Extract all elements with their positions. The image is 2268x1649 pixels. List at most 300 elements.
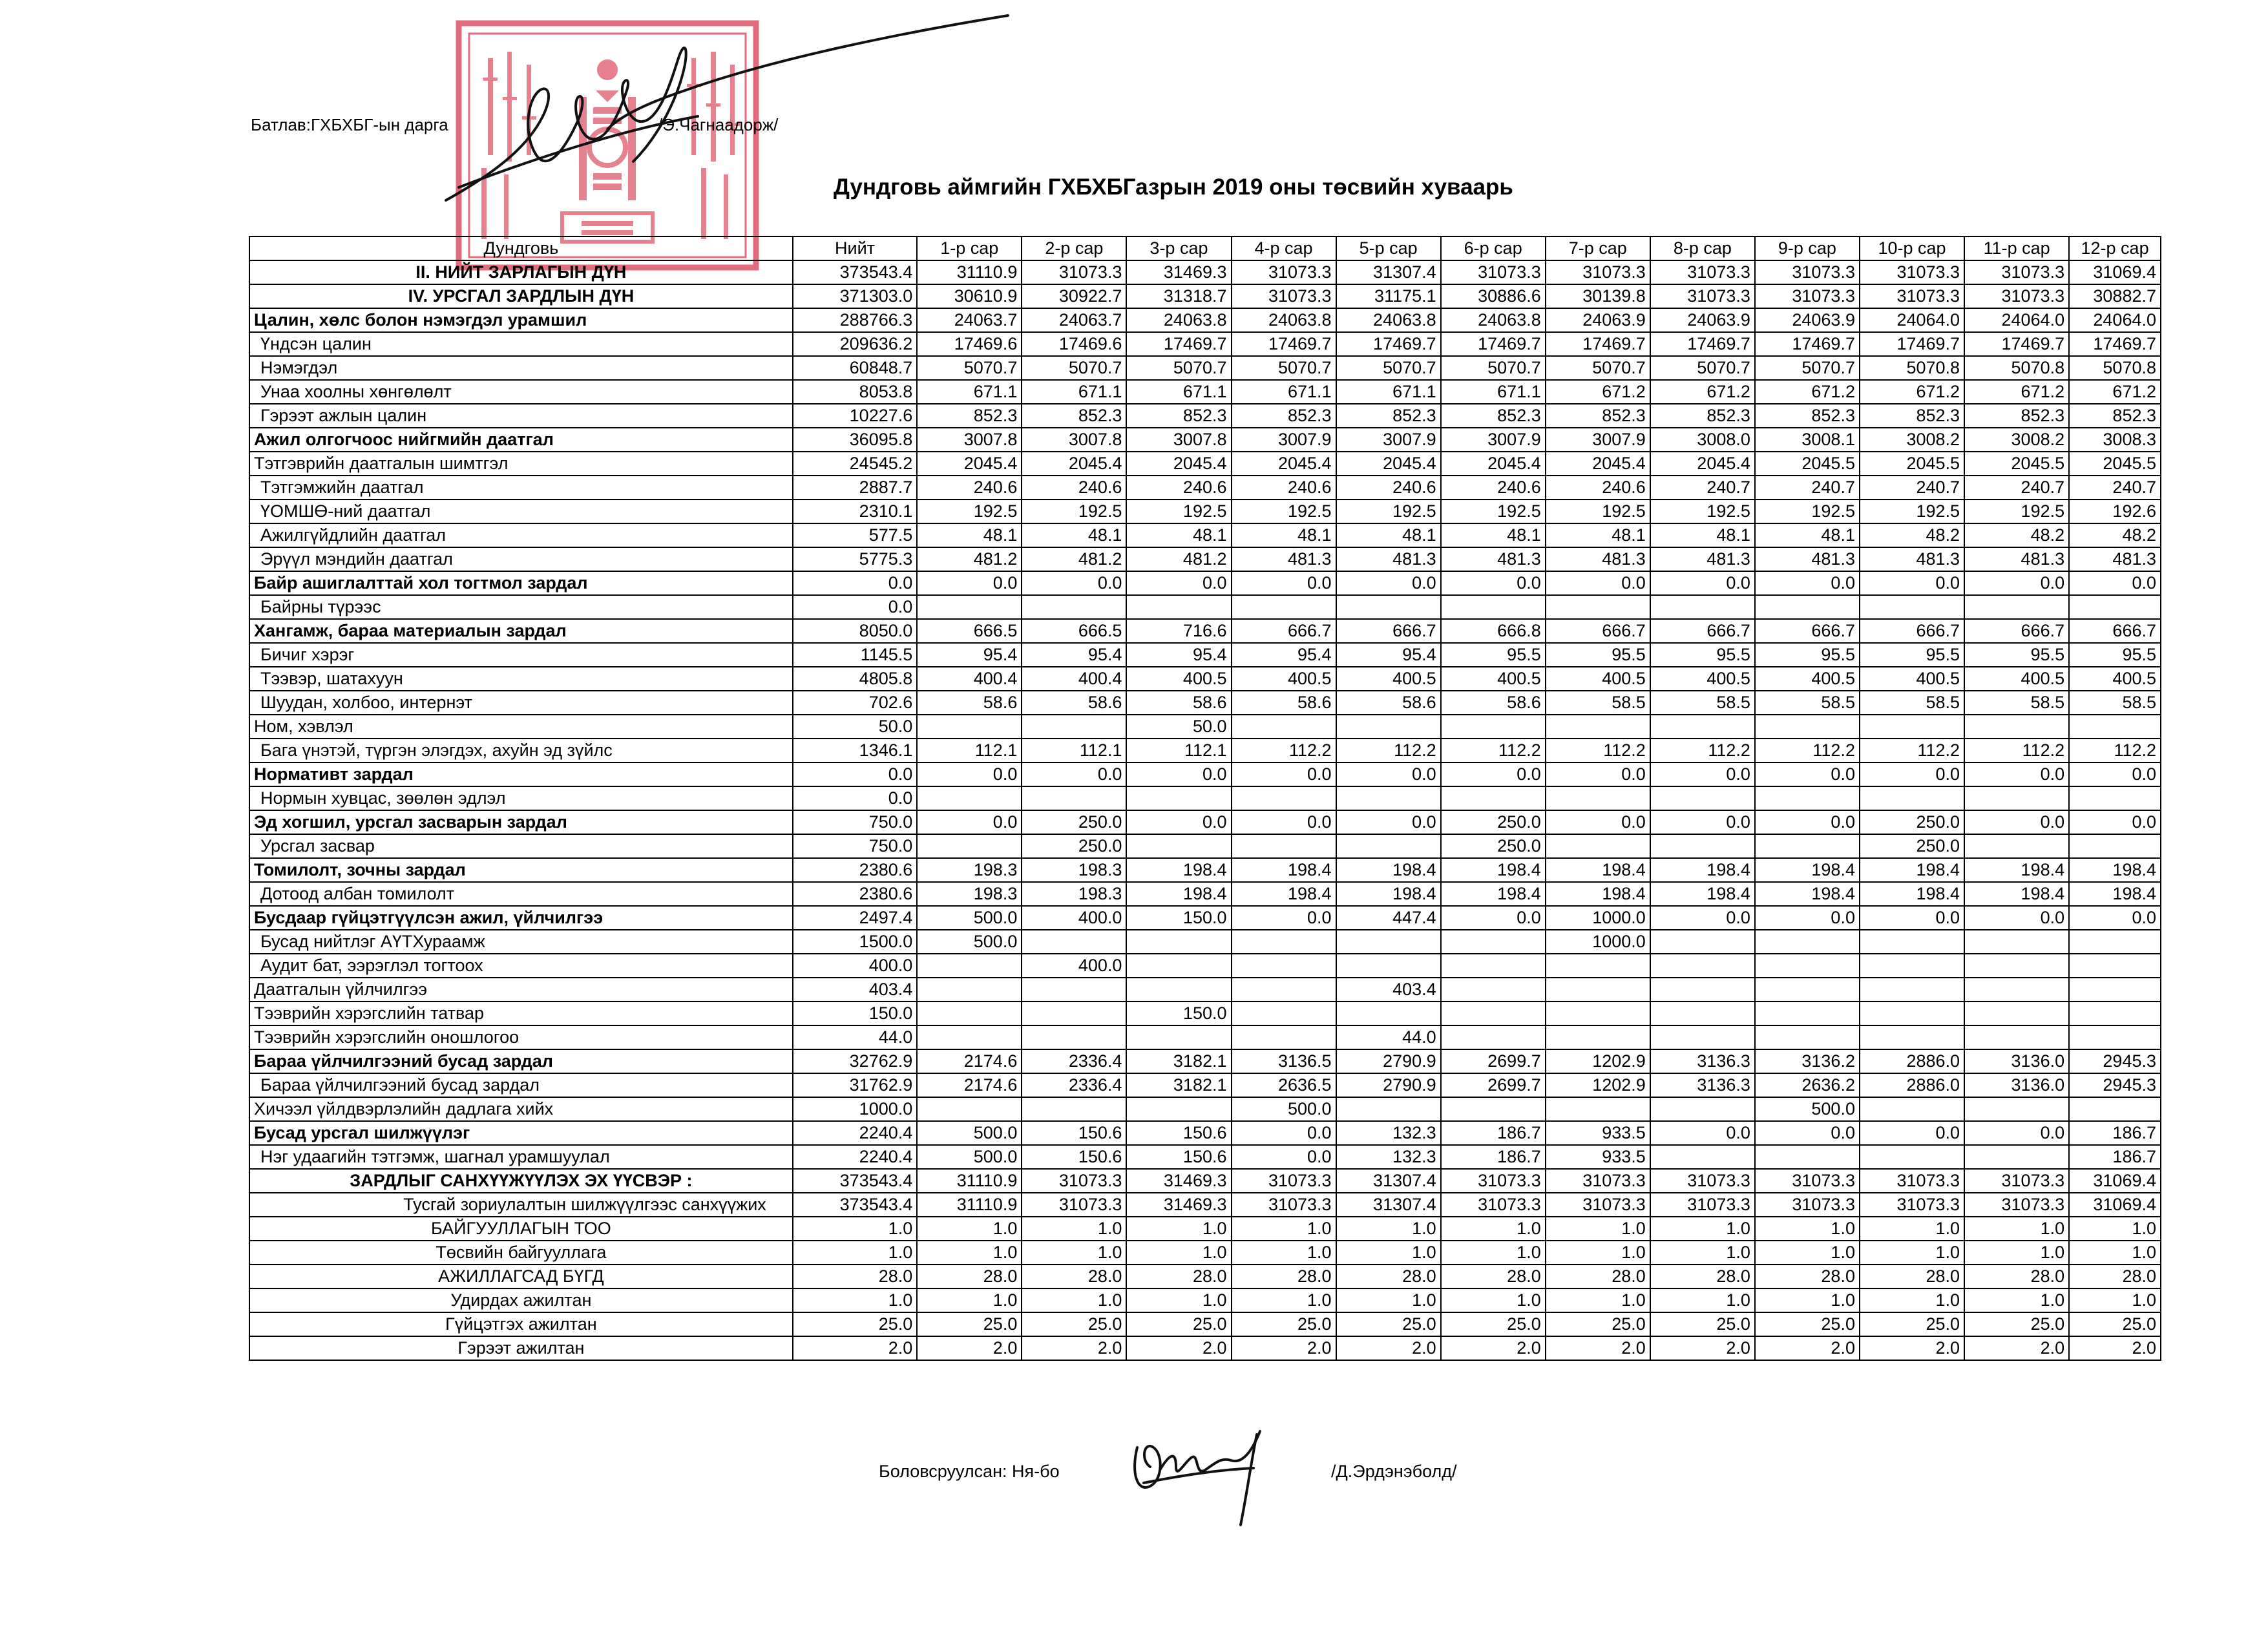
table-cell: 31073.3	[1650, 284, 1755, 308]
table-row	[249, 882, 2161, 906]
table-cell: 2045.4	[1126, 452, 1231, 476]
table-cell: 0.0	[1755, 571, 1860, 595]
table-cell: 500.0	[917, 930, 1022, 954]
table-cell: 95.5	[1650, 643, 1755, 667]
table-cell: 3007.8	[917, 428, 1022, 452]
table-cell: 198.4	[1860, 858, 1964, 882]
row-label: Даатгалын үйлчилгээ	[249, 978, 793, 1002]
table-cell: 198.4	[2069, 858, 2161, 882]
table-cell: 1.0	[1232, 1288, 1336, 1312]
table-cell	[1964, 954, 2069, 978]
table-cell: 31073.3	[1860, 1193, 1964, 1217]
table-cell: 198.4	[1232, 882, 1336, 906]
table-cell: 2945.3	[2069, 1049, 2161, 1073]
table-cell: 17469.7	[1860, 332, 1964, 356]
table-cell	[1755, 834, 1860, 858]
table-cell: 25.0	[1336, 1312, 1441, 1336]
table-row	[249, 1217, 2161, 1241]
table-cell: 17469.7	[2069, 332, 2161, 356]
table-cell: 240.7	[1755, 476, 1860, 499]
table-cell: 31073.3	[1755, 284, 1860, 308]
table-cell	[1441, 1002, 1546, 1025]
table-cell: 2045.4	[1232, 452, 1336, 476]
table-cell: 3136.0	[1964, 1049, 2069, 1073]
table-cell: 0.0	[1022, 571, 1126, 595]
table-cell	[1546, 834, 1650, 858]
table-cell	[1755, 978, 1860, 1002]
table-cell: 0.0	[1022, 762, 1126, 786]
table-cell: 240.6	[917, 476, 1022, 499]
table-cell: 30882.7	[2069, 284, 2161, 308]
table-cell: 1.0	[1546, 1241, 1650, 1265]
row-label: Шуудан, холбоо, интернэт	[249, 691, 793, 715]
table-cell: 50.0	[1126, 715, 1231, 739]
table-cell: 5070.8	[1964, 356, 2069, 380]
row-label: Тээвэр, шатахуун	[249, 667, 793, 691]
table-cell	[1650, 715, 1755, 739]
table-cell: 0.0	[793, 762, 917, 786]
table-cell: 716.6	[1126, 619, 1231, 643]
table-cell	[917, 834, 1022, 858]
table-cell: 0.0	[1232, 762, 1336, 786]
table-cell: 2.0	[1232, 1336, 1336, 1360]
table-cell: 28.0	[1755, 1265, 1860, 1288]
table-cell: 198.4	[1650, 858, 1755, 882]
table-cell: 17469.7	[1232, 332, 1336, 356]
table-row	[249, 810, 2161, 834]
table-cell: 671.2	[1546, 380, 1650, 404]
table-cell: 0.0	[1860, 762, 1964, 786]
table-cell: 1000.0	[1546, 930, 1650, 954]
table-cell: 5070.7	[1441, 356, 1546, 380]
table-cell: 671.2	[1755, 380, 1860, 404]
table-cell: 400.5	[1860, 667, 1964, 691]
table-cell: 0.0	[1964, 1121, 2069, 1145]
table-cell: 2.0	[1964, 1336, 2069, 1360]
table-cell: 481.3	[1650, 547, 1755, 571]
table-cell: 933.5	[1546, 1121, 1650, 1145]
table-cell	[1022, 786, 1126, 810]
table-cell: 250.0	[1022, 834, 1126, 858]
table-cell: 671.1	[1232, 380, 1336, 404]
table-cell: 58.6	[1022, 691, 1126, 715]
table-row	[249, 1193, 2161, 1217]
table-cell: 150.0	[1126, 906, 1231, 930]
row-label: Нэг удаагийн тэтгэмж, шагнал урамшуулал	[249, 1145, 793, 1169]
table-cell	[1126, 978, 1231, 1002]
table-cell: 1.0	[1336, 1217, 1441, 1241]
table-cell: 192.5	[1964, 499, 2069, 523]
table-cell	[1441, 978, 1546, 1002]
table-cell	[1546, 978, 1650, 1002]
row-label: Бараа үйлчилгээний бусад зардал	[249, 1073, 793, 1097]
table-row	[249, 834, 2161, 858]
row-label: Тэтгэврийн даатгалын шимтгэл	[249, 452, 793, 476]
table-cell: 58.6	[1232, 691, 1336, 715]
table-cell	[1755, 715, 1860, 739]
table-cell: 58.6	[1441, 691, 1546, 715]
table-row	[249, 1145, 2161, 1169]
table-cell: 240.6	[1546, 476, 1650, 499]
table-cell: 933.5	[1546, 1145, 1650, 1169]
table-cell: 150.6	[1022, 1121, 1126, 1145]
table-cell	[1860, 954, 1964, 978]
table-cell: 852.3	[1336, 404, 1441, 428]
table-cell: 2.0	[1546, 1336, 1650, 1360]
table-cell: 500.0	[917, 1121, 1022, 1145]
table-cell: 112.1	[1126, 739, 1231, 762]
table-cell: 24063.7	[1022, 308, 1126, 332]
table-row	[249, 1049, 2161, 1073]
table-cell: 400.5	[1964, 667, 2069, 691]
table-cell: 250.0	[1441, 810, 1546, 834]
table-cell: 2.0	[1022, 1336, 1126, 1360]
table-cell: 250.0	[1860, 834, 1964, 858]
table-cell: 2045.4	[917, 452, 1022, 476]
table-cell: 481.2	[1022, 547, 1126, 571]
table-cell: 2790.9	[1336, 1073, 1441, 1097]
table-cell: 2.0	[1755, 1336, 1860, 1360]
table-cell: 666.7	[1546, 619, 1650, 643]
table-cell: 95.5	[1860, 643, 1964, 667]
table-row	[249, 667, 2161, 691]
table-cell: 666.5	[1022, 619, 1126, 643]
row-label: Гэрээт ажлын цалин	[249, 404, 793, 428]
table-cell: 240.7	[1650, 476, 1755, 499]
table-cell: 1.0	[917, 1217, 1022, 1241]
table-cell: 192.5	[1546, 499, 1650, 523]
table-cell: 240.7	[1964, 476, 2069, 499]
table-cell: 31073.3	[1022, 260, 1126, 284]
table-cell	[2069, 1025, 2161, 1049]
table-cell: 31307.4	[1336, 1169, 1441, 1193]
table-cell: 25.0	[793, 1312, 917, 1336]
table-cell	[1860, 786, 1964, 810]
budget-table	[249, 236, 2161, 1361]
table-cell: 28.0	[793, 1265, 917, 1288]
table-cell: 3007.9	[1441, 428, 1546, 452]
table-cell: 4805.8	[793, 667, 917, 691]
table-cell: 400.0	[1022, 906, 1126, 930]
table-cell: 0.0	[1232, 1121, 1336, 1145]
table-cell	[917, 1002, 1022, 1025]
table-cell: 671.1	[1022, 380, 1126, 404]
table-cell: 1.0	[1441, 1241, 1546, 1265]
table-cell: 240.7	[1860, 476, 1964, 499]
table-cell	[1860, 715, 1964, 739]
table-cell: 25.0	[2069, 1312, 2161, 1336]
table-cell: 28.0	[1650, 1265, 1755, 1288]
table-row	[249, 523, 2161, 547]
table-cell: 112.2	[1232, 739, 1336, 762]
table-cell	[2069, 1002, 2161, 1025]
column-header: 4-р сар	[1232, 236, 1336, 260]
table-cell: 1.0	[1964, 1288, 2069, 1312]
table-cell	[1755, 1145, 1860, 1169]
table-cell: 1.0	[1546, 1217, 1650, 1241]
table-cell: 31073.3	[1650, 1169, 1755, 1193]
column-header: 10-р сар	[1860, 236, 1964, 260]
table-cell: 24063.8	[1232, 308, 1336, 332]
table-cell	[1755, 595, 1860, 619]
table-cell: 24064.0	[1860, 308, 1964, 332]
table-cell: 32762.9	[793, 1049, 917, 1073]
table-cell	[1441, 930, 1546, 954]
table-cell: 240.6	[1336, 476, 1441, 499]
table-cell: 702.6	[793, 691, 917, 715]
table-cell: 150.0	[793, 1002, 917, 1025]
table-cell: 288766.3	[793, 308, 917, 332]
table-cell: 1.0	[917, 1288, 1022, 1312]
table-cell: 0.0	[1964, 571, 2069, 595]
table-cell: 481.3	[1964, 547, 2069, 571]
table-cell: 666.8	[1441, 619, 1546, 643]
table-cell: 1.0	[1022, 1241, 1126, 1265]
row-label: Гүйцэтгэх ажилтан	[249, 1312, 793, 1336]
table-cell: 31073.3	[1232, 284, 1336, 308]
row-label: IV. УРСГАЛ ЗАРДЛЫН ДҮН	[249, 284, 793, 308]
table-cell	[917, 954, 1022, 978]
table-cell: 400.5	[1126, 667, 1231, 691]
table-cell: 186.7	[2069, 1121, 2161, 1145]
table-cell: 25.0	[1964, 1312, 2069, 1336]
table-cell	[1336, 930, 1441, 954]
table-row	[249, 762, 2161, 786]
table-cell: 671.2	[1860, 380, 1964, 404]
table-row	[249, 739, 2161, 762]
table-cell	[2069, 954, 2161, 978]
table-cell: 24064.0	[1964, 308, 2069, 332]
table-cell: 48.1	[917, 523, 1022, 547]
table-cell	[1336, 1002, 1441, 1025]
table-cell: 1.0	[1755, 1217, 1860, 1241]
row-label: Дотоод албан томилолт	[249, 882, 793, 906]
table-row	[249, 476, 2161, 499]
table-cell: 0.0	[1336, 762, 1441, 786]
table-cell: 2790.9	[1336, 1049, 1441, 1073]
table-cell: 5070.7	[1126, 356, 1231, 380]
table-cell: 2.0	[793, 1336, 917, 1360]
table-cell	[1126, 954, 1231, 978]
table-cell: 500.0	[917, 906, 1022, 930]
table-cell: 0.0	[1441, 762, 1546, 786]
column-header: 9-р сар	[1755, 236, 1860, 260]
table-cell	[1232, 834, 1336, 858]
table-cell: 666.7	[1232, 619, 1336, 643]
table-cell: 48.1	[1441, 523, 1546, 547]
table-cell: 2045.4	[1441, 452, 1546, 476]
table-cell	[1650, 595, 1755, 619]
table-cell: 2045.4	[1546, 452, 1650, 476]
table-cell: 1145.5	[793, 643, 917, 667]
table-cell: 95.4	[917, 643, 1022, 667]
row-label: Аудит бат, ээрэглэл тогтоох	[249, 954, 793, 978]
table-cell: 0.0	[793, 571, 917, 595]
table-cell: 24063.9	[1650, 308, 1755, 332]
table-cell: 447.4	[1336, 906, 1441, 930]
table-cell: 481.2	[917, 547, 1022, 571]
table-cell: 192.5	[1336, 499, 1441, 523]
table-cell: 198.4	[1755, 882, 1860, 906]
row-label: БАЙГУУЛЛАГЫН ТОО	[249, 1217, 793, 1241]
table-cell: 198.4	[1441, 882, 1546, 906]
row-label: Нормын хувцас, зөөлөн эдлэл	[249, 786, 793, 810]
table-cell: 31073.3	[1860, 260, 1964, 284]
table-cell	[1964, 1145, 2069, 1169]
table-cell	[1755, 786, 1860, 810]
table-cell: 31073.3	[1860, 1169, 1964, 1193]
table-cell: 0.0	[2069, 762, 2161, 786]
row-label: Гэрээт ажилтан	[249, 1336, 793, 1360]
table-cell: 3136.3	[1650, 1049, 1755, 1073]
table-cell: 1.0	[1336, 1288, 1441, 1312]
table-cell: 403.4	[1336, 978, 1441, 1002]
table-cell: 1202.9	[1546, 1049, 1650, 1073]
table-cell: 400.0	[1022, 954, 1126, 978]
table-cell: 0.0	[1546, 571, 1650, 595]
table-cell	[1650, 1097, 1755, 1121]
table-cell: 852.3	[1860, 404, 1964, 428]
table-cell: 1.0	[1441, 1217, 1546, 1241]
table-cell: 3136.5	[1232, 1049, 1336, 1073]
table-cell	[1232, 786, 1336, 810]
page-title: Дундговь аймгийн ГХБХБГазрын 2019 оны төсвийн хуваарь	[834, 174, 1513, 200]
table-cell: 48.1	[1755, 523, 1860, 547]
table-row	[249, 1097, 2161, 1121]
table-cell	[1860, 978, 1964, 1002]
table-cell	[1126, 834, 1231, 858]
table-cell: 25.0	[1860, 1312, 1964, 1336]
table-cell: 25.0	[1022, 1312, 1126, 1336]
table-cell: 186.7	[1441, 1121, 1546, 1145]
table-cell: 0.0	[1336, 810, 1441, 834]
table-cell: 577.5	[793, 523, 917, 547]
table-cell: 28.0	[1126, 1265, 1231, 1288]
table-cell: 1.0	[1860, 1217, 1964, 1241]
table-cell: 31175.1	[1336, 284, 1441, 308]
table-cell: 0.0	[1650, 810, 1755, 834]
table-cell	[917, 595, 1022, 619]
table-cell: 1.0	[1126, 1288, 1231, 1312]
row-label: Бараа үйлчилгээний бусад зардал	[249, 1049, 793, 1073]
table-cell: 1.0	[2069, 1217, 2161, 1241]
table-cell: 1202.9	[1546, 1073, 1650, 1097]
row-label: Хангамж, бараа материалын зардал	[249, 619, 793, 643]
row-label: Төсвийн байгууллага	[249, 1241, 793, 1265]
table-row	[249, 954, 2161, 978]
table-cell: 132.3	[1336, 1145, 1441, 1169]
table-cell: 400.4	[1022, 667, 1126, 691]
table-cell: 0.0	[1546, 762, 1650, 786]
table-cell	[1964, 1025, 2069, 1049]
table-cell: 17469.7	[1755, 332, 1860, 356]
table-cell: 95.5	[1755, 643, 1860, 667]
table-cell: 198.3	[1022, 882, 1126, 906]
table-cell	[1126, 930, 1231, 954]
table-cell: 24064.0	[2069, 308, 2161, 332]
table-cell	[2069, 834, 2161, 858]
table-cell: 95.5	[1546, 643, 1650, 667]
approval-name: /Э.Чагнаадорж/	[658, 115, 779, 134]
table-cell: 25.0	[917, 1312, 1022, 1336]
table-row	[249, 1336, 2161, 1360]
table-cell: 2636.2	[1755, 1073, 1860, 1097]
table-cell: 240.6	[1232, 476, 1336, 499]
table-cell: 0.0	[1232, 810, 1336, 834]
table-cell: 3008.2	[1860, 428, 1964, 452]
table-cell: 1.0	[1964, 1217, 2069, 1241]
table-cell: 3182.1	[1126, 1049, 1231, 1073]
table-cell: 112.2	[1860, 739, 1964, 762]
column-header: 2-р сар	[1022, 236, 1126, 260]
table-cell: 48.1	[1650, 523, 1755, 547]
table-cell: 198.4	[1232, 858, 1336, 882]
table-cell: 95.5	[1441, 643, 1546, 667]
table-cell: 481.3	[1860, 547, 1964, 571]
table-row	[249, 284, 2161, 308]
table-cell: 44.0	[793, 1025, 917, 1049]
table-cell: 31762.9	[793, 1073, 917, 1097]
column-header: 1-р сар	[917, 236, 1022, 260]
table-cell: 25.0	[1126, 1312, 1231, 1336]
table-cell: 2.0	[1336, 1336, 1441, 1360]
table-cell: 250.0	[1860, 810, 1964, 834]
table-cell: 2310.1	[793, 499, 917, 523]
table-row	[249, 619, 2161, 643]
table-cell: 0.0	[1441, 906, 1546, 930]
table-cell: 31469.3	[1126, 260, 1231, 284]
table-cell: 192.5	[1126, 499, 1231, 523]
table-cell	[1650, 954, 1755, 978]
row-label: Нэмэгдэл	[249, 356, 793, 380]
table-cell: 3007.9	[1232, 428, 1336, 452]
table-cell: 3136.2	[1755, 1049, 1860, 1073]
table-cell: 2887.7	[793, 476, 917, 499]
table-row	[249, 332, 2161, 356]
table-cell: 481.3	[2069, 547, 2161, 571]
table-cell	[1336, 1097, 1441, 1121]
table-cell: 25.0	[1546, 1312, 1650, 1336]
table-cell: 671.1	[917, 380, 1022, 404]
table-cell: 198.4	[1336, 858, 1441, 882]
table-cell	[1232, 954, 1336, 978]
table-cell: 5070.7	[1232, 356, 1336, 380]
table-cell: 48.2	[1860, 523, 1964, 547]
table-cell: 852.3	[1755, 404, 1860, 428]
table-cell: 112.2	[1650, 739, 1755, 762]
column-header-label: Дундговь	[249, 236, 793, 260]
table-cell: 95.4	[1126, 643, 1231, 667]
table-cell: 31073.3	[1441, 260, 1546, 284]
table-cell: 48.1	[1126, 523, 1231, 547]
table-cell: 5070.7	[1022, 356, 1126, 380]
table-cell: 481.3	[1546, 547, 1650, 571]
table-cell: 0.0	[1755, 762, 1860, 786]
table-cell: 0.0	[917, 810, 1022, 834]
row-label: Урсгал засвар	[249, 834, 793, 858]
table-cell	[1650, 786, 1755, 810]
table-cell: 24063.8	[1336, 308, 1441, 332]
table-cell	[1755, 1002, 1860, 1025]
table-cell: 186.7	[1441, 1145, 1546, 1169]
table-cell: 31073.3	[1232, 260, 1336, 284]
table-row	[249, 691, 2161, 715]
table-cell: 112.2	[2069, 739, 2161, 762]
row-label: Цалин, хөлс болон нэмэгдэл урамшил	[249, 308, 793, 332]
table-cell: 671.1	[1336, 380, 1441, 404]
table-cell: 5070.8	[2069, 356, 2161, 380]
table-cell: 31073.3	[1232, 1169, 1336, 1193]
